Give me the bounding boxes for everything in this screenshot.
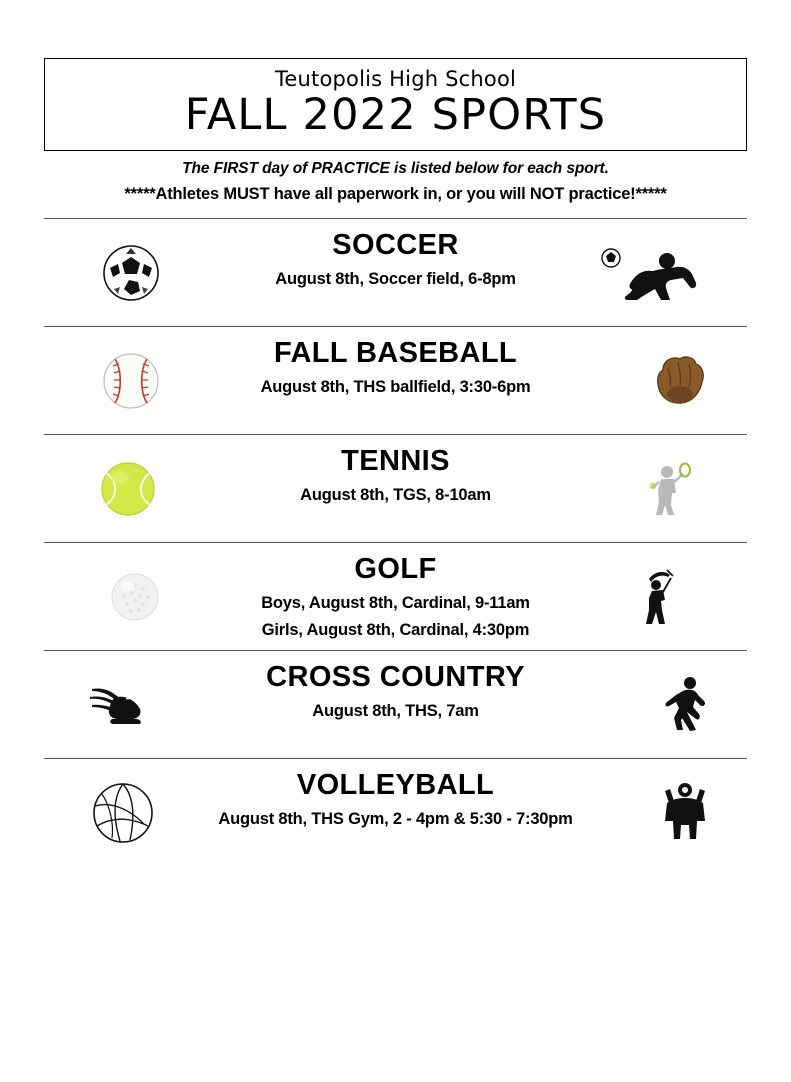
sport-detail: August 8th, THS Gym, 2 - 4pm & 5:30 - 7:30pm [218,809,573,828]
baseball-glove-icon [649,350,711,412]
sport-detail: Girls, August 8th, Cardinal, 4:30pm [261,620,530,639]
soccer-player-kicking-icon [597,242,701,304]
soccer-ball-icon [102,244,160,302]
sport-name: TENNIS [341,445,450,478]
school-name: Teutopolis High School [274,67,517,91]
sport-row [44,326,747,434]
practice-note: The FIRST day of PRACTICE is listed below for each sport. [182,160,609,178]
sport-detail: August 8th, THS, 7am [312,701,479,720]
sport-info [181,553,611,641]
golf-ball-icon [110,572,160,622]
baseball-icon [102,352,160,410]
runner-icon [663,674,711,736]
winged-shoe-icon [86,677,156,733]
sport-detail: August 8th, THS ballfield, 3:30-6pm [260,377,531,396]
sport-info [181,337,611,398]
golfer-swinging-icon [637,566,681,628]
title-box [44,58,747,151]
sport-info [181,661,611,722]
sport-row [44,542,747,650]
volleyball-icon [92,782,154,844]
paperwork-warning: *****Athletes MUST have all paperwork in, or you will NOT practice!***** [124,185,667,204]
sport-detail: August 8th, Soccer field, 6-8pm [275,269,516,288]
tennis-ball-icon [100,461,156,517]
sport-info [181,445,611,506]
sport-row [44,434,747,542]
sport-row [44,758,747,866]
sport-name: VOLLEYBALL [296,769,495,802]
sport-info [181,769,611,830]
page-title: FALL 2022 SPORTS [184,90,607,141]
sport-detail: August 8th, TGS, 8-10am [300,485,491,504]
sport-name: CROSS COUNTRY [266,661,525,694]
sport-row [44,650,747,758]
sport-info [181,229,611,290]
sport-name: SOCCER [332,229,459,262]
sport-detail: Boys, August 8th, Cardinal, 9-11am [261,593,530,612]
tennis-player-icon [641,460,691,518]
sport-name: FALL BASEBALL [273,337,518,370]
flyer-page [0,58,791,1082]
sport-name: GOLF [354,553,437,586]
sports-list [44,218,747,866]
volleyball-player-setting-icon [659,781,711,845]
sport-row [44,218,747,326]
